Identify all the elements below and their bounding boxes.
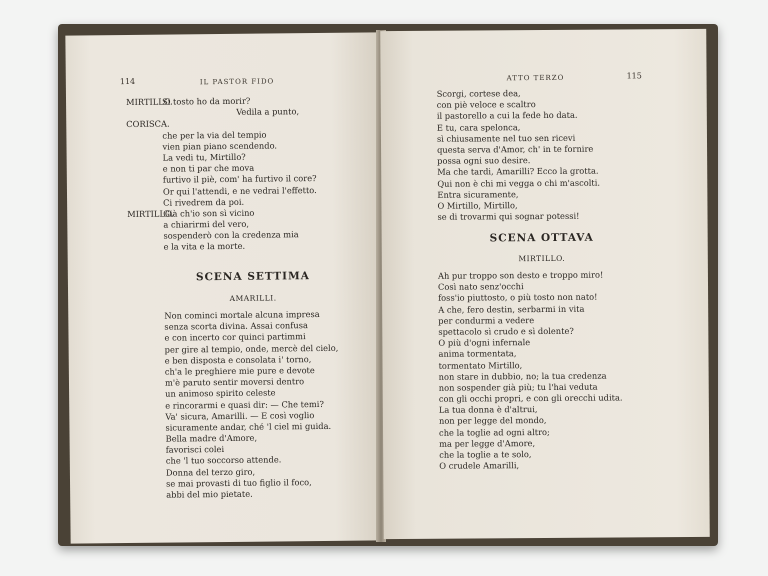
- scene-character-amarilli: AMARILLI.: [229, 293, 277, 303]
- verse-text: [160, 119, 162, 129]
- verse-line: con piè veloce e scaltro: [436, 99, 536, 110]
- verse-line: un animoso spirito celeste: [165, 387, 276, 399]
- verse-line: Ma che tardi, Amarilli? Ecco la grotta.: [437, 165, 599, 178]
- verse-line: O crudele Amarilli,: [439, 460, 520, 471]
- speaker-name: MIRTILLO.: [125, 96, 173, 108]
- verse-line: e con incerto cor quinci partimmi: [164, 331, 306, 344]
- verse-line: abbi del mio pietate.: [166, 488, 253, 500]
- verse-line: per condurmi a vedere: [438, 314, 535, 326]
- verse-text: Si tosto ho da morir?: [161, 95, 251, 107]
- verse-line: tormentato Mirtillo,: [438, 359, 523, 371]
- right-page-number: 115: [626, 71, 642, 81]
- verse-line: La tua donna è d'altrui,: [438, 404, 538, 415]
- verse-text: e non ti par che mova: [162, 162, 255, 174]
- verse-line: ma per legge d'Amore,: [439, 437, 536, 449]
- right-verse-block: [437, 88, 601, 223]
- verse-line: con gli occhi propri, e con gli orecchi udita.: [438, 392, 623, 404]
- verse-line: O Mirtillo, Mirtillo,: [437, 200, 518, 211]
- verse-line: Entra sicuramente,: [437, 188, 519, 200]
- verse-line: O più d'ogni infernale: [438, 337, 531, 348]
- verse-line: che 'l tuo soccorso attende.: [165, 454, 282, 467]
- verse-line: senza scorta divina. Assai confusa: [164, 320, 308, 332]
- verse-line: Scorgi, cortese dea,: [436, 88, 521, 99]
- verse-text: furtivo il piè, com' ha furtivo il core?: [162, 173, 317, 185]
- right-page: [380, 29, 710, 539]
- verse-line: che la toglie a te solo,: [439, 449, 532, 460]
- verse-line: non sospender già più; tu l'hai veduta: [438, 381, 598, 393]
- verse-text: che per la via del tempio: [162, 129, 267, 141]
- verse-line: se di trovarmi qui sognar potessi!: [437, 210, 580, 222]
- right-scene-verse: [438, 269, 623, 472]
- left-page-number: 114: [119, 76, 136, 87]
- verse-text: sospenderò con la credenza mia: [163, 229, 299, 241]
- verse-line: anima tormentata,: [438, 348, 517, 360]
- verse-line: Ah pur troppo son desto e troppo miro!: [437, 269, 604, 281]
- verse-text: Vedila a punto,: [236, 106, 300, 118]
- verse-line: per gire al tempio, onde, mercè del cielo,: [164, 342, 339, 355]
- speaker-name: CORISCA.: [126, 118, 170, 130]
- verse-line: Bella madre d'Amore,: [165, 432, 258, 444]
- verse-text: La vedi tu, Mirtillo?: [162, 151, 246, 163]
- left-running-head: IL PASTOR FIDO: [199, 77, 275, 87]
- verse-line: e rincorarmi e quasi dir: — Che temi?: [165, 398, 324, 411]
- scene-character-mirtillo: MIRTILLO.: [518, 253, 566, 264]
- verse-line: m'è paruto sentir moversi dentro: [164, 376, 305, 388]
- verse-text: vien pian piano scendendo.: [162, 140, 278, 152]
- verse-line: favorisci colei: [165, 444, 225, 455]
- verse-text: Ci rivedrem da poi.: [163, 196, 245, 208]
- left-scene-verse: [164, 309, 340, 501]
- right-running-head: ATTO TERZO: [506, 73, 565, 83]
- verse-line: Donna del terzo giro,: [165, 466, 256, 478]
- verse-line: E tu, cara spelonca,: [436, 121, 521, 133]
- left-page: [65, 32, 382, 543]
- verse-text: Già ch'io son sì vicino: [163, 207, 255, 219]
- left-verse-block: [126, 95, 317, 254]
- verse-line: sicuramente andar, ché 'l ciel mi guida.: [165, 420, 332, 433]
- speaker-name: MIRTILLO.: [127, 208, 174, 219]
- verse-line: sì chiusamente nel tuo sen ricevi: [436, 132, 576, 144]
- verse-line: A che, fero destin, serbarmi in vita: [438, 303, 585, 315]
- verse-line: [127, 185, 317, 198]
- verse-line: spettacolo sì crudo e sì dolente?: [438, 325, 574, 337]
- verse-line: possa ogni suo desire.: [437, 155, 531, 166]
- verse-line: Così nato senz'occhi: [437, 281, 524, 292]
- verse-line: che la toglie ad ogni altro;: [438, 426, 550, 438]
- verse-line: il pastorello a cui la fede ho data.: [436, 110, 578, 122]
- verse-text: Or qui l'attendi, e ne vedrai l'effetto.: [162, 184, 317, 197]
- verse-line: Qui non è chi mi vegga o chi m'ascolti.: [437, 177, 601, 189]
- verse-line: ch'a le preghiere mie pure e devote: [164, 364, 315, 377]
- verse-line: non stare in dubbio, no; la tua credenza: [438, 370, 607, 382]
- verse-text: a chiarirmi del vero,: [163, 218, 250, 230]
- verse-line: non per legge del mondo,: [438, 415, 547, 427]
- verse-text: e la vita e la morte.: [163, 241, 246, 253]
- verse-line: foss'io piuttosto, o più tosto non nato!: [438, 292, 598, 304]
- scene-heading-settima: SCENA SETTIMA: [195, 270, 310, 284]
- verse-line: [128, 240, 318, 253]
- verse-line: e ben disposta e consolata i' torno,: [164, 353, 312, 366]
- verse-line: se mai provasti di tuo figlio il foco,: [165, 476, 312, 489]
- verse-line: Non cominci mortale alcuna impresa: [164, 308, 320, 321]
- scene-heading-ottava: SCENA OTTAVA: [489, 231, 594, 245]
- verse-line: questa serva d'Amor, ch' in te fornire: [437, 143, 594, 155]
- verse-line: Va' sicura, Amarilli. — E così voglio: [165, 409, 315, 422]
